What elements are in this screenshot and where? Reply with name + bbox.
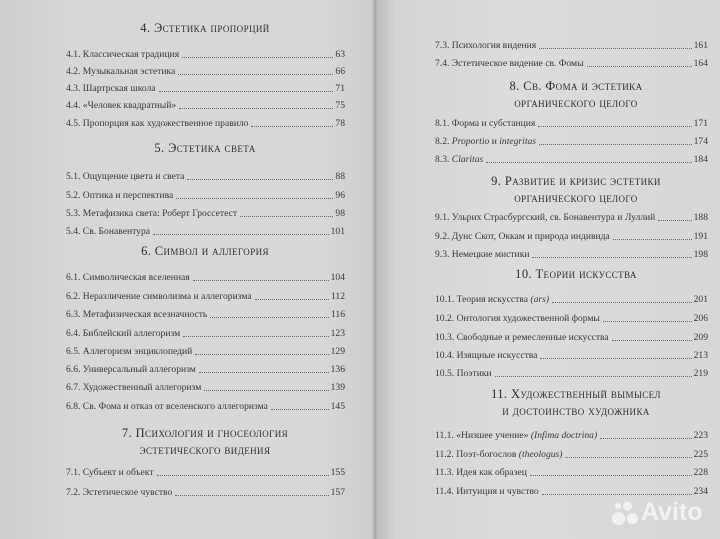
toc-entry-number: 5.4. xyxy=(66,226,81,237)
toc-entry[interactable] xyxy=(435,350,708,362)
toc-entry-number: 7.4. xyxy=(435,58,450,69)
toc-entry-title xyxy=(66,208,240,220)
toc-entry[interactable] xyxy=(66,291,345,303)
toc-entry-title xyxy=(66,171,187,183)
toc-entry[interactable] xyxy=(435,313,708,325)
right-page xyxy=(376,0,720,539)
dot-leader xyxy=(600,438,691,439)
toc-entry-title xyxy=(435,313,603,325)
toc-entry-page: 78 xyxy=(335,118,345,129)
toc-entry-text: Немецкие мистики xyxy=(451,249,530,260)
toc-entry-page: 104 xyxy=(330,272,345,283)
section-heading xyxy=(406,266,720,283)
section-heading xyxy=(406,173,720,207)
dot-leader xyxy=(187,179,333,180)
toc-entry-number: 10.5. xyxy=(435,368,455,379)
toc-entry-page: 228 xyxy=(693,467,708,478)
toc-entry-page: 139 xyxy=(330,382,345,393)
toc-entry-page: 219 xyxy=(693,368,708,379)
dot-leader xyxy=(255,299,329,300)
toc-entry[interactable] xyxy=(66,208,345,220)
dot-leader xyxy=(182,57,333,58)
toc-entry-title xyxy=(435,350,540,362)
section-heading xyxy=(406,386,720,420)
toc-entry-page: 174 xyxy=(693,136,708,147)
toc-entry-title xyxy=(435,294,552,306)
toc-entry-number: 8.3. xyxy=(435,154,450,165)
dot-leader xyxy=(495,376,692,377)
dot-leader xyxy=(159,91,334,92)
toc-entry-page: 136 xyxy=(330,364,345,375)
dot-leader xyxy=(176,198,333,199)
toc-entry-text: Метафизическая всезначность xyxy=(82,309,208,320)
toc-entry-title xyxy=(66,66,178,78)
toc-entry-text: Оптика и перспектива xyxy=(82,190,174,201)
dot-leader xyxy=(179,108,333,109)
toc-entry[interactable] xyxy=(66,49,345,61)
dot-leader xyxy=(204,390,328,391)
toc-entry-text: Неразличение символизма и аллегоризма xyxy=(82,291,252,302)
toc-entry-text: Теория искусства xyxy=(456,294,531,305)
toc-entry-page: 145 xyxy=(330,401,345,412)
dot-leader xyxy=(532,257,691,258)
toc-entry-page: 201 xyxy=(693,294,708,305)
toc-entry-text: Музыкальная эстетика xyxy=(82,66,176,77)
toc-entry[interactable] xyxy=(435,212,708,224)
dot-leader xyxy=(613,239,692,240)
toc-entry-text: Свободные и ремесленные искусства xyxy=(456,332,609,343)
toc-entry-number: 6.1. xyxy=(66,272,81,283)
toc-entry-text: Метафизика света: Роберт Гроссетест xyxy=(82,208,238,219)
toc-entry-page: 223 xyxy=(693,430,708,441)
toc-entry-number: 4.5. xyxy=(66,118,81,129)
toc-entry-text: Библейский аллегоризм xyxy=(82,328,181,339)
toc-entry[interactable] xyxy=(435,332,708,344)
toc-entry-number: 6.7. xyxy=(66,382,81,393)
toc-entry-page: 123 xyxy=(330,328,345,339)
section-heading-line: и достоинство художника xyxy=(502,404,650,418)
toc-entry-title xyxy=(435,154,486,166)
toc-entry-page: 213 xyxy=(693,350,708,361)
toc-entry[interactable] xyxy=(66,382,345,394)
toc-entry-title xyxy=(66,467,157,479)
toc-entry[interactable] xyxy=(435,486,708,498)
dot-leader xyxy=(153,234,329,235)
section-heading-line: 8. Св. Фома и эстетика xyxy=(509,79,643,93)
toc-entry-number: 7.2. xyxy=(66,487,81,498)
section-heading-line: 11. Художественный вымысел xyxy=(491,387,661,401)
toc-entry-text: Классическая традиция xyxy=(82,49,180,60)
toc-entry-page: 234 xyxy=(693,486,708,497)
dot-leader xyxy=(195,354,328,355)
toc-entry-page: 198 xyxy=(693,249,708,260)
toc-entry-page: 98 xyxy=(335,208,345,219)
dot-leader xyxy=(199,372,329,373)
toc-entry-page: 71 xyxy=(335,83,345,94)
toc-entry-text: Св. Бонавентура xyxy=(82,226,151,237)
toc-entry-text: Св. Фома и отказ от вселенского аллегоризма xyxy=(82,401,268,412)
toc-entry[interactable] xyxy=(435,118,708,130)
toc-entry[interactable] xyxy=(66,328,345,340)
avito-watermark xyxy=(612,498,703,527)
toc-entry-title xyxy=(66,382,204,394)
toc-entry-page: 206 xyxy=(693,313,708,324)
toc-entry-text: Ощущение цвета и света xyxy=(82,171,185,182)
toc-entry-number: 10.4. xyxy=(435,350,455,361)
dot-leader xyxy=(210,317,329,318)
toc-entry[interactable] xyxy=(66,467,345,479)
toc-entry-page: 112 xyxy=(330,291,345,302)
dot-leader xyxy=(240,216,333,217)
toc-entry-text: Форма и субстанция xyxy=(451,118,536,129)
toc-entry-number: 7.1. xyxy=(66,467,81,478)
toc-entry-page: 75 xyxy=(335,100,345,111)
toc-entry-page: 63 xyxy=(335,49,345,60)
toc-entry-page: 129 xyxy=(330,346,345,357)
toc-entry-italic: Claritas xyxy=(451,154,484,165)
toc-entry-page: 188 xyxy=(693,212,708,223)
toc-entry[interactable] xyxy=(435,467,708,479)
toc-entry-page: 96 xyxy=(335,190,345,201)
toc-entry-italic: integritas xyxy=(499,136,537,147)
toc-entry-number: 11.2. xyxy=(435,449,454,460)
toc-entry-page: 164 xyxy=(693,58,708,69)
toc-entry-page: 101 xyxy=(330,226,345,237)
toc-entry-title xyxy=(435,467,530,479)
toc-entry[interactable] xyxy=(66,272,345,284)
toc-entry-text: Эстетическое чувство xyxy=(82,487,173,498)
toc-entry[interactable] xyxy=(66,401,345,413)
section-heading-line: 5. Эстетика света xyxy=(154,141,256,155)
toc-entry-text: Дунс Скот, Оккам и природа индивида xyxy=(451,231,610,242)
toc-entry-italic: Proportio xyxy=(451,136,490,147)
toc-entry-text: Поэтики xyxy=(456,368,492,379)
avito-logo-icon xyxy=(612,500,638,526)
toc-entry-title xyxy=(66,49,182,61)
toc-entry-italic: (ars) xyxy=(530,294,550,305)
toc-entry[interactable] xyxy=(66,364,345,376)
book-spine xyxy=(372,0,378,539)
dot-leader xyxy=(157,475,329,476)
toc-entry-page: 157 xyxy=(330,487,345,498)
toc-entry-number: 5.1. xyxy=(66,171,81,182)
toc-entry-page: 88 xyxy=(335,171,345,182)
toc-entry-title xyxy=(435,118,538,130)
dot-leader xyxy=(175,495,328,496)
toc-entry-number: 10.2. xyxy=(435,313,455,324)
toc-entry-number: 5.2. xyxy=(66,190,81,201)
dot-leader xyxy=(271,409,329,410)
toc-entry-page: 184 xyxy=(693,154,708,165)
toc-entry[interactable] xyxy=(435,58,708,70)
toc-entry-text: Поэт-богослов xyxy=(456,449,519,460)
section-heading xyxy=(406,78,720,112)
section-heading xyxy=(35,20,375,37)
section-heading-line: 4. Эстетика пропорций xyxy=(140,21,270,35)
dot-leader xyxy=(612,340,692,341)
toc-entry[interactable] xyxy=(66,346,345,358)
dot-leader xyxy=(486,162,691,163)
toc-entry-title xyxy=(435,212,658,224)
toc-entry-title xyxy=(435,368,495,380)
toc-entry-number: 10.3. xyxy=(435,332,455,343)
toc-entry-title xyxy=(66,401,271,413)
toc-entry[interactable] xyxy=(66,118,345,130)
section-heading xyxy=(35,425,375,459)
toc-entry-title xyxy=(66,487,175,499)
dot-leader xyxy=(193,280,329,281)
toc-entry-title xyxy=(435,40,539,52)
toc-entry-title xyxy=(435,231,613,243)
toc-entry-number: 9.1. xyxy=(435,212,450,223)
toc-entry-number: 5.3. xyxy=(66,208,81,219)
toc-entry-text: «Низшее учение» xyxy=(456,430,531,441)
section-heading-line: 7. Психология и гносеология xyxy=(121,426,289,440)
toc-entry-number: 6.8. xyxy=(66,401,81,412)
toc-entry-title xyxy=(435,136,539,148)
toc-entry-title xyxy=(66,100,179,112)
toc-entry[interactable] xyxy=(435,136,708,148)
dot-leader xyxy=(540,358,691,359)
toc-entry-text: Ульрих Страсбургский, св. Бонавентура и Луллий xyxy=(451,212,656,223)
toc-entry-number: 10.1. xyxy=(435,294,455,305)
toc-entry-number: 4.2. xyxy=(66,66,81,77)
toc-entry-page: 161 xyxy=(693,40,708,51)
toc-entry-page: 209 xyxy=(693,332,708,343)
toc-entry-number: 8.1. xyxy=(435,118,450,129)
avito-text: Avito xyxy=(641,498,703,526)
toc-entry-text: Изящные искусства xyxy=(456,350,538,361)
toc-entry[interactable] xyxy=(435,154,708,166)
section-heading-line: органического целого xyxy=(514,96,638,110)
toc-entry-number: 4.1. xyxy=(66,49,81,60)
section-heading xyxy=(35,140,375,157)
toc-entry-number: 6.5. xyxy=(66,346,81,357)
toc-entry[interactable] xyxy=(66,171,345,183)
toc-entry[interactable] xyxy=(66,309,345,321)
toc-entry-page: 66 xyxy=(335,66,345,77)
toc-entry-text: Субъект и объект xyxy=(82,467,154,478)
toc-entry-number: 8.2. xyxy=(435,136,450,147)
section-heading-line: эстетического видения xyxy=(139,443,271,457)
section-heading-line: 9. Развитие и кризис эстетики xyxy=(491,174,661,188)
toc-entry-title xyxy=(66,272,193,284)
dot-leader xyxy=(539,144,692,145)
toc-entry-number: 6.2. xyxy=(66,291,81,302)
toc-entry-number: 11.3. xyxy=(435,467,454,478)
toc-entry-title xyxy=(66,190,176,202)
toc-entry[interactable] xyxy=(66,100,345,112)
toc-entry-number: 11.1. xyxy=(435,430,454,441)
toc-entry[interactable] xyxy=(66,83,345,95)
section-heading xyxy=(35,243,375,260)
section-heading-line: 10. Теории искусства xyxy=(515,267,637,281)
toc-entry-text: Идея как образец xyxy=(456,467,527,478)
dot-leader xyxy=(587,66,692,67)
toc-entry-text: Онтология художественной формы xyxy=(456,313,600,324)
toc-entry-italic: (Infima doctrina) xyxy=(530,430,598,441)
dot-leader xyxy=(658,220,691,221)
toc-entry-page: 171 xyxy=(693,118,708,129)
toc-entry-number: 6.3. xyxy=(66,309,81,320)
toc-entry-title xyxy=(435,58,587,70)
toc-entry-page: 155 xyxy=(330,467,345,478)
dot-leader xyxy=(178,74,333,75)
toc-entry[interactable] xyxy=(435,430,708,442)
toc-entry-page: 225 xyxy=(693,449,708,460)
toc-entry-title xyxy=(66,346,195,358)
toc-entry-number: 6.4. xyxy=(66,328,81,339)
toc-entry-text: Художественный аллегоризм xyxy=(82,382,202,393)
dot-leader xyxy=(183,336,328,337)
toc-entry[interactable] xyxy=(435,449,708,461)
toc-entry-number: 4.4. xyxy=(66,100,81,111)
dot-leader xyxy=(565,457,691,458)
dot-leader xyxy=(538,126,691,127)
toc-entry-title xyxy=(66,118,251,130)
toc-entry-text: Аллегоризм энциклопедий xyxy=(82,346,193,357)
toc-entry-title xyxy=(66,328,183,340)
section-heading-line: органического целого xyxy=(514,191,638,205)
toc-entry-text: и xyxy=(489,136,500,147)
toc-entry-title xyxy=(66,226,153,238)
toc-entry[interactable] xyxy=(66,226,345,238)
toc-entry-title xyxy=(435,430,600,442)
dot-leader xyxy=(530,475,692,476)
toc-entry[interactable] xyxy=(435,40,708,52)
toc-entry-title xyxy=(435,332,612,344)
toc-entry-text: Эстетическое видение св. Фомы xyxy=(451,58,584,69)
toc-entry[interactable] xyxy=(435,368,708,380)
toc-entry-title xyxy=(66,291,255,303)
section-heading-line: 6. Символ и аллегория xyxy=(141,244,269,258)
toc-entry-number: 9.3. xyxy=(435,249,450,260)
toc-entry-title xyxy=(435,449,565,461)
toc-entry[interactable] xyxy=(435,231,708,243)
dot-leader xyxy=(552,302,692,303)
toc-entry-page: 191 xyxy=(693,231,708,242)
toc-entry[interactable] xyxy=(66,66,345,78)
toc-entry-title xyxy=(66,83,159,95)
toc-entry[interactable] xyxy=(435,294,708,306)
toc-entry-number: 11.4. xyxy=(435,486,454,497)
toc-entry-text: Универсальный аллегоризм xyxy=(82,364,196,375)
toc-entry[interactable] xyxy=(66,190,345,202)
toc-entry-title xyxy=(66,309,210,321)
dot-leader xyxy=(603,321,692,322)
toc-entry-text: Символическая вселенная xyxy=(82,272,190,283)
toc-entry-title xyxy=(435,486,542,498)
dot-leader xyxy=(539,48,691,49)
toc-entry-number: 6.6. xyxy=(66,364,81,375)
toc-entry[interactable] xyxy=(435,249,708,261)
toc-entry-text: Шартрская школа xyxy=(82,83,156,94)
toc-entry-text: Интуиция и чувство xyxy=(456,486,539,497)
toc-entry-title xyxy=(435,249,532,261)
toc-entry-text: Психология видения xyxy=(451,40,537,51)
toc-entry-number: 4.3. xyxy=(66,83,81,94)
toc-entry-number: 9.2. xyxy=(435,231,450,242)
toc-entry-text: Пропорция как художественное правило xyxy=(82,118,249,129)
dot-leader xyxy=(542,494,692,495)
toc-entry-number: 7.3. xyxy=(435,40,450,51)
toc-entry-page: 116 xyxy=(330,309,345,320)
dot-leader xyxy=(251,126,333,127)
toc-entry-italic: (theologus) xyxy=(518,449,563,460)
toc-entry-text: «Человек квадратный» xyxy=(82,100,177,111)
toc-entry[interactable] xyxy=(66,487,345,499)
toc-entry-title xyxy=(66,364,199,376)
